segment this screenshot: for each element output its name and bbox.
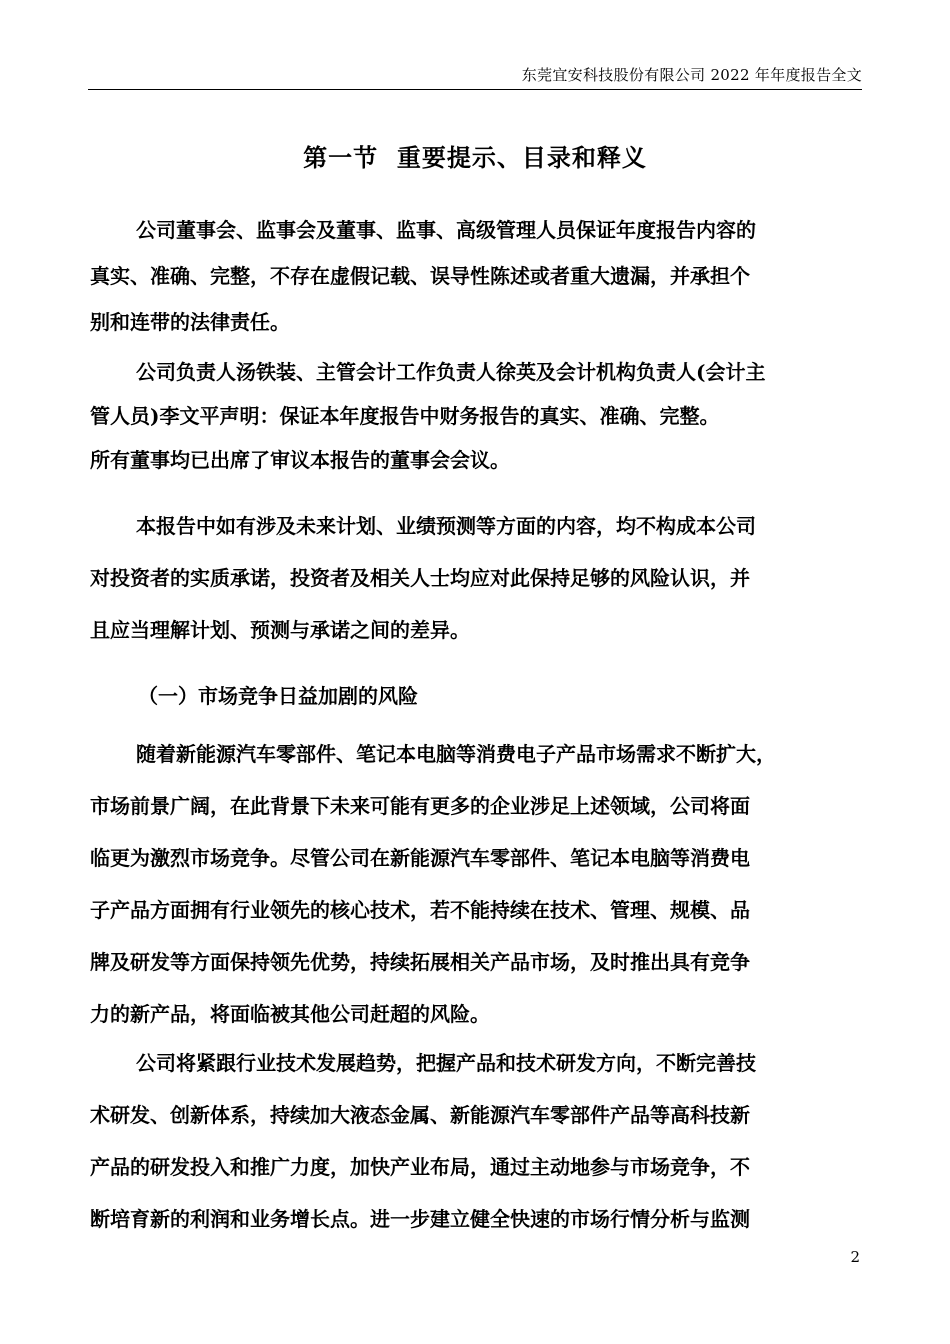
- text-line: 所有董事均已出席了审议本报告的董事会会议。: [90, 448, 510, 472]
- text-line: 市场前景广阔，在此背景下未来可能有更多的企业涉足上述领域，公司将面: [90, 794, 750, 818]
- text-line: 子产品方面拥有行业领先的核心技术，若不能持续在技术、管理、规模、品: [90, 898, 750, 922]
- text-line: 断培育新的利润和业务增长点。进一步建立健全快速的市场行情分析与监测: [90, 1207, 750, 1231]
- paragraph-declaration: [90, 356, 860, 488]
- page-number: 2: [850, 1248, 860, 1266]
- text-line: 术研发、创新体系，持续加大液态金属、新能源汽车零部件产品等高科技新: [90, 1103, 750, 1127]
- text-line: 公司将紧跟行业技术发展趋势，把握产品和技术研发方向，不断完善技: [136, 1051, 756, 1075]
- paragraph-competition-risk: [90, 738, 860, 1050]
- paragraph-forward-looking: [90, 510, 860, 666]
- text-line: 随着新能源汽车零部件、笔记本电脑等消费电子产品市场需求不断扩大，: [136, 742, 776, 766]
- text-line: 产品的研发投入和推广力度，加快产业布局，通过主动地参与市场竞争，不: [90, 1155, 750, 1179]
- text-line: 对投资者的实质承诺，投资者及相关人士均应对此保持足够的风险认识，并: [90, 566, 750, 590]
- text-line: 真实、准确、完整，不存在虚假记载、误导性陈述或者重大遗漏，并承担个: [90, 264, 750, 288]
- section-heading: （一）市场竞争日益加剧的风险: [138, 684, 418, 708]
- paragraph-countermeasures: [90, 1047, 860, 1255]
- text-line: 力的新产品，将面临被其他公司赶超的风险。: [90, 1002, 490, 1026]
- text-line: 公司负责人汤铁装、主管会计工作负责人徐英及会计机构负责人(会计主: [136, 360, 766, 384]
- header-divider: [88, 89, 862, 90]
- text-line: 公司董事会、监事会及董事、监事、高级管理人员保证年度报告内容的: [136, 218, 756, 242]
- text-line: 管人员)李文平声明：保证本年度报告中财务报告的真实、准确、完整。: [90, 404, 720, 428]
- page-title: 第一节 重要提示、目录和释义: [303, 143, 647, 172]
- text-line: 临更为激烈市场竞争。尽管公司在新能源汽车零部件、笔记本电脑等消费电: [90, 846, 750, 870]
- paragraph-responsibility: [90, 214, 860, 352]
- text-line: 且应当理解计划、预测与承诺之间的差异。: [90, 618, 470, 642]
- text-line: 牌及研发等方面保持领先优势，持续拓展相关产品市场，及时推出具有竞争: [90, 950, 750, 974]
- running-header: 东莞宜安科技股份有限公司 2022 年年度报告全文: [521, 66, 862, 84]
- text-line: 本报告中如有涉及未来计划、业绩预测等方面的内容，均不构成本公司: [136, 514, 756, 538]
- text-line: 别和连带的法律责任。: [90, 310, 290, 334]
